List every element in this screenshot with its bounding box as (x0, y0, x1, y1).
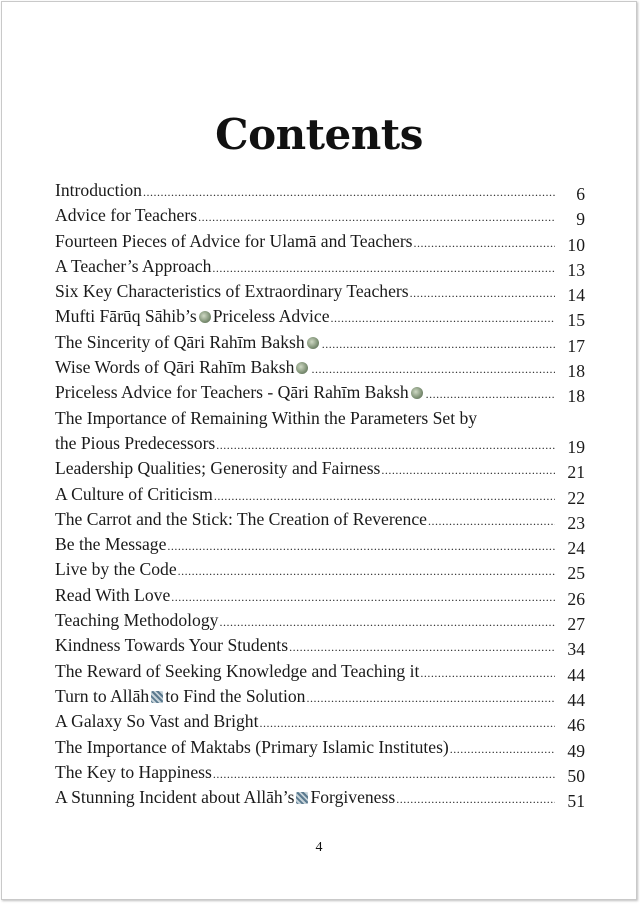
toc-entry-page: 21 (567, 462, 585, 483)
toc-entry-title: The Reward of Seeking Knowledge and Teaching it (55, 660, 420, 681)
toc-entry-title: A Culture of Criticism (55, 483, 213, 504)
toc-entry (55, 330, 585, 355)
document-page (1, 1, 637, 900)
toc-entry (55, 507, 585, 532)
toc-entry (55, 532, 585, 557)
toc-entry-page: 26 (567, 588, 585, 609)
dot-leader (167, 534, 555, 559)
toc-entry-page: 24 (567, 538, 585, 559)
toc-entry (55, 785, 585, 810)
toc-entry-title (55, 304, 330, 329)
toc-entry-page: 46 (567, 715, 585, 736)
toc-entry-page: 9 (576, 209, 585, 230)
toc-entry-title (55, 380, 425, 405)
toc-entry-line (55, 431, 585, 456)
toc-entry-title: Advice for Teachers (55, 205, 198, 226)
toc-entry-page: 49 (567, 740, 585, 761)
toc-entry-title (55, 355, 310, 380)
toc-entry-title-part: A Stunning Incident about Allāh’s (55, 787, 295, 808)
dot-leader (414, 231, 555, 256)
toc-entry (55, 380, 585, 405)
toc-entry (55, 760, 585, 785)
toc-entry (55, 355, 585, 380)
dot-leader (311, 357, 555, 382)
dot-leader (212, 256, 555, 281)
dot-leader (216, 433, 555, 458)
toc-entry-page: 10 (567, 234, 585, 255)
toc-entry-title-part: Forgiveness (310, 787, 396, 808)
toc-entry-title-part: Priceless Advice for Teachers - Qāri Rahīm Baksh (55, 382, 409, 403)
toc-entry-title: Read With Love (55, 584, 171, 605)
toc-entry (55, 304, 585, 329)
toc-entry-title-part: Wise Words of Qāri Rahīm Baksh (55, 357, 295, 378)
toc-entry-title-part: Priceless Advice (212, 306, 330, 327)
dot-leader (259, 711, 555, 736)
toc-entry-page: 22 (567, 487, 585, 508)
toc-entry-title: Introduction (55, 180, 142, 200)
toc-entry-title-part: The Sincerity of Qāri Rahīm Baksh (55, 331, 305, 352)
toc-entry (55, 735, 585, 760)
toc-entry (55, 279, 585, 304)
dot-leader (322, 332, 555, 357)
dot-leader (171, 585, 555, 610)
toc-entry (55, 178, 585, 203)
toc-entry-title: Fourteen Pieces of Advice for Ulamā and Teachers (55, 230, 413, 251)
toc-entry (55, 482, 585, 507)
toc-entry-title: Live by the Code (55, 559, 177, 580)
dot-leader (178, 559, 555, 584)
toc-entry-page: 51 (567, 791, 585, 812)
toc-entry-title (55, 785, 395, 810)
toc-entry-page: 14 (567, 285, 585, 306)
dot-leader (289, 635, 555, 660)
toc-entry-page: 6 (576, 184, 585, 204)
honorific-symbol-icon (151, 691, 163, 703)
dot-leader (450, 737, 555, 762)
toc-entry-page: 17 (567, 335, 585, 356)
toc-entry (55, 229, 585, 254)
toc-entry-title: The Importance of Maktabs (Primary Islamic Institutes) (55, 736, 449, 757)
toc-entry-page: 18 (567, 361, 585, 382)
honorific-symbol-icon (296, 362, 308, 374)
table-of-contents (55, 178, 585, 810)
honorific-symbol-icon (307, 337, 319, 349)
dot-leader (396, 787, 555, 812)
toc-entry-page: 23 (567, 512, 585, 533)
honorific-symbol-icon (296, 792, 308, 804)
dot-leader (306, 686, 555, 711)
toc-entry-title: Teaching Methodology (55, 610, 219, 631)
dot-leader (410, 281, 555, 306)
toc-entry (55, 583, 585, 608)
toc-entry-page: 19 (567, 436, 585, 457)
toc-entry (55, 709, 585, 734)
toc-entry-title-part: Mufti Fārūq Sāhib’s (55, 306, 197, 327)
toc-entry-title-line: The Importance of Remaining Within the Parameters Set by (55, 407, 478, 428)
toc-entry (55, 633, 585, 658)
toc-entry-title: Be the Message (55, 534, 167, 555)
dot-leader (331, 306, 555, 331)
toc-entry-page: 27 (567, 614, 585, 635)
dot-leader (426, 382, 555, 407)
toc-entry (55, 406, 585, 457)
toc-entry-title-part: Turn to Allāh (55, 685, 150, 706)
toc-entry-page: 18 (567, 386, 585, 407)
dot-leader (420, 661, 555, 686)
toc-entry-title: A Galaxy So Vast and Bright (55, 711, 259, 732)
toc-entry-page: 25 (567, 563, 585, 584)
toc-entry-title: A Teacher’s Approach (55, 255, 212, 276)
toc-entry-title (55, 684, 305, 709)
toc-entry (55, 254, 585, 279)
toc-entry-title: Six Key Characteristics of Extraordinary Teachers (55, 281, 409, 302)
toc-entry-page: 34 (567, 639, 585, 660)
toc-entry-title-line: the Pious Predecessors (55, 432, 216, 453)
dot-leader (198, 205, 555, 230)
toc-entry-page: 15 (567, 310, 585, 331)
toc-entry-title: The Carrot and the Stick: The Creation of Reverence (55, 508, 427, 529)
honorific-symbol-icon (411, 387, 423, 399)
toc-entry (55, 608, 585, 633)
dot-leader (143, 180, 555, 205)
toc-entry-title: The Key to Happiness (55, 761, 212, 782)
toc-entry (55, 557, 585, 582)
toc-entry (55, 456, 585, 481)
toc-entry-page: 13 (567, 259, 585, 280)
toc-entry-page: 44 (567, 664, 585, 685)
page-number: 4 (315, 840, 323, 855)
dot-leader (428, 509, 555, 534)
dot-leader (381, 458, 555, 483)
dot-leader (214, 484, 555, 509)
toc-entry-title (55, 330, 321, 355)
toc-entry-title-part: to Find the Solution (165, 685, 306, 706)
toc-entry (55, 684, 585, 709)
toc-entry-page: 50 (567, 765, 585, 786)
toc-entry-page: 44 (567, 689, 585, 710)
toc-entry (55, 659, 585, 684)
dot-leader (219, 610, 555, 635)
honorific-symbol-icon (199, 311, 211, 323)
dot-leader (213, 762, 555, 787)
page-title: Contents (215, 110, 423, 159)
toc-entry-title: Leadership Qualities; Generosity and Fairness (55, 458, 381, 479)
toc-entry (55, 203, 585, 228)
toc-entry-title: Kindness Towards Your Students (55, 635, 289, 656)
